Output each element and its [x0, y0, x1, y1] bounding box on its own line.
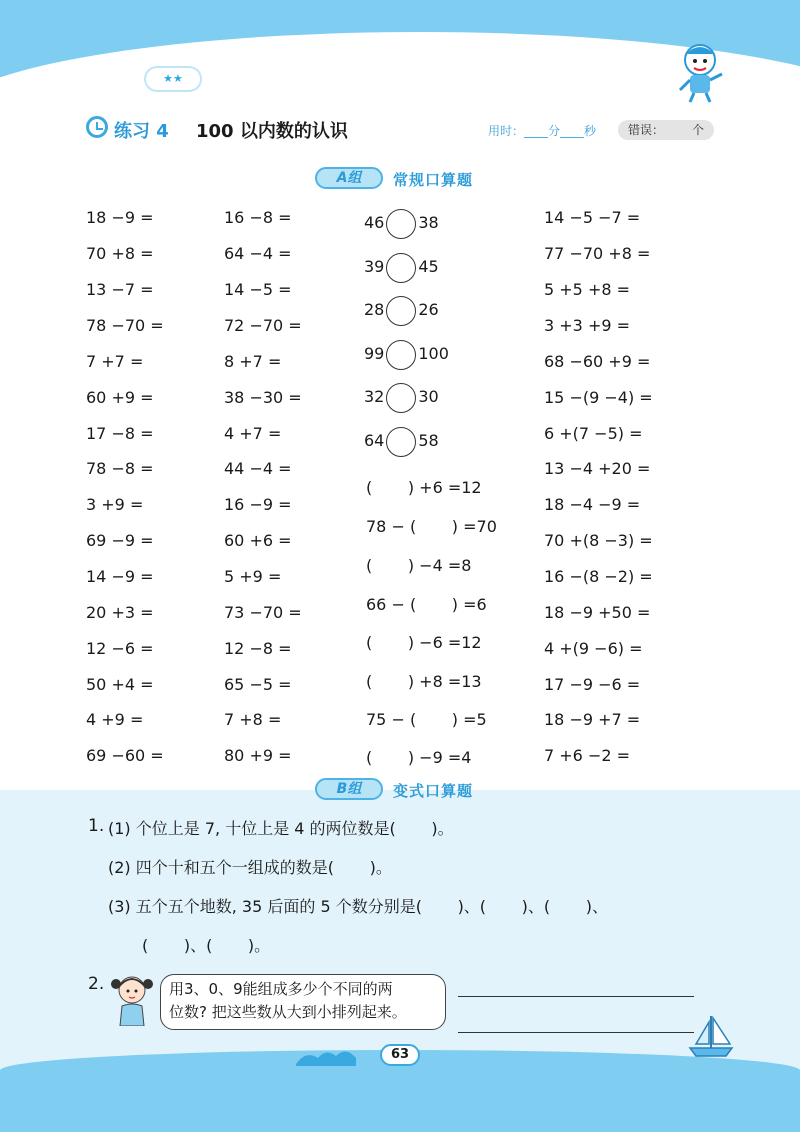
fill-problem[interactable]: ( ) −9 =4 — [366, 748, 472, 767]
problem: 77 −70 +8 = — [544, 244, 651, 263]
problem: 17 −9 −6 = — [544, 675, 641, 694]
problem: 70 +(8 −3) = — [544, 531, 653, 550]
problem: 7 +6 −2 = — [544, 746, 631, 765]
fill-problem[interactable]: 78 − ( ) =70 — [366, 517, 497, 536]
problem: 5 +5 +8 = — [544, 280, 631, 299]
problem: 8 +7 = — [224, 352, 282, 371]
problem: 13 −7 = — [86, 280, 154, 299]
compare-row — [364, 426, 439, 457]
compare-left: 32 — [364, 387, 385, 406]
problem: 3 +3 +9 = — [544, 316, 631, 335]
problem: 72 −70 = — [224, 316, 302, 335]
question-1-part-1[interactable]: (1) 个位上是 7, 十位上是 4 的两位数是( )。 — [108, 819, 454, 838]
problem: 50 +4 = — [86, 675, 154, 694]
problem: 69 −9 = — [86, 531, 154, 550]
problem: 78 −70 = — [86, 316, 164, 335]
compare-left: 28 — [364, 300, 385, 319]
problem: 20 +3 = — [86, 603, 154, 622]
compare-row — [364, 339, 449, 370]
compare-row — [364, 208, 439, 239]
problem: 13 −4 +20 = — [544, 459, 651, 478]
problem: 7 +8 = — [224, 710, 282, 729]
problem: 4 +7 = — [224, 424, 282, 443]
page-number: 63 — [380, 1044, 420, 1066]
problem: 60 +9 = — [86, 388, 154, 407]
practice-number: 练习 4 — [114, 121, 169, 142]
difficulty-stars: ★★ — [146, 68, 200, 90]
question-1-part-2[interactable]: (2) 四个十和五个一组成的数是( )。 — [108, 858, 392, 877]
fill-problem[interactable]: 66 − ( ) =6 — [366, 595, 487, 614]
clock-icon — [86, 116, 108, 138]
problem: 3 +9 = — [86, 495, 144, 514]
problem: 70 +8 = — [86, 244, 154, 263]
compare-row — [364, 295, 439, 326]
fill-problem[interactable]: ( ) +8 =13 — [366, 672, 482, 691]
wave-icon — [296, 1046, 356, 1066]
question-2-line-1: 用3、0、9能组成多少个不同的两 — [169, 980, 393, 998]
section-b-badge: B组 — [315, 778, 383, 800]
difficulty-label: 难易等级： — [80, 78, 141, 92]
problem: 64 −4 = — [224, 244, 292, 263]
compare-right: 100 — [418, 344, 449, 363]
problem: 65 −5 = — [224, 675, 292, 694]
problem: 14 −5 = — [224, 280, 292, 299]
problem: 69 −60 = — [86, 746, 164, 765]
problem: 7 +7 = — [86, 352, 144, 371]
problem: 5 +9 = — [224, 567, 282, 586]
problem: 14 −9 = — [86, 567, 154, 586]
mascot-icon — [672, 40, 732, 104]
problem: 18 −4 −9 = — [544, 495, 641, 514]
answer-line[interactable] — [458, 996, 694, 997]
compare-right: 58 — [418, 431, 439, 450]
problem: 15 −(9 −4) = — [544, 388, 653, 407]
sailboat-icon — [684, 1012, 738, 1060]
fill-problem[interactable]: ( ) −4 =8 — [366, 556, 472, 575]
problem: 12 −8 = — [224, 639, 292, 658]
error-unit: 个 — [692, 123, 705, 137]
problem: 44 −4 = — [224, 459, 292, 478]
problem: 17 −8 = — [86, 424, 154, 443]
compare-circle[interactable] — [386, 253, 416, 283]
compare-circle[interactable] — [386, 340, 416, 370]
problem: 78 −8 = — [86, 459, 154, 478]
problem: 16 −8 = — [224, 208, 292, 227]
problem: 18 −9 +7 = — [544, 710, 641, 729]
compare-circle[interactable] — [386, 296, 416, 326]
compare-right: 38 — [418, 213, 439, 232]
problem: 80 +9 = — [224, 746, 292, 765]
problem: 12 −6 = — [86, 639, 154, 658]
question-2-line-2: 位数? 把这些数从大到小排列起来。 — [169, 1003, 407, 1021]
problem: 73 −70 = — [224, 603, 302, 622]
compare-circle[interactable] — [386, 209, 416, 239]
page-title: 100 以内数的认识 — [196, 121, 348, 142]
error-box — [618, 120, 714, 140]
problem: 60 +6 = — [224, 531, 292, 550]
compare-row — [364, 382, 439, 413]
problem: 14 −5 −7 = — [544, 208, 641, 227]
compare-left: 46 — [364, 213, 385, 232]
problem: 38 −30 = — [224, 388, 302, 407]
question-1-part-3[interactable]: (3) 五个五个地数, 35 后面的 5 个数分别是( )、( )、( )、 — [108, 897, 608, 916]
section-a-badge: A组 — [315, 167, 383, 189]
answer-line[interactable] — [458, 1032, 694, 1033]
problem: 18 −9 +50 = — [544, 603, 651, 622]
girl-icon — [108, 970, 156, 1026]
problem: 6 +(7 −5) = — [544, 424, 643, 443]
problem: 4 +(9 −6) = — [544, 639, 643, 658]
question-2-bubble — [160, 974, 446, 1030]
compare-circle[interactable] — [386, 427, 416, 457]
question-1-number: 1. — [88, 816, 105, 836]
compare-left: 39 — [364, 257, 385, 276]
compare-right: 30 — [418, 387, 439, 406]
problem: 16 −(8 −2) = — [544, 567, 653, 586]
problem: 18 −9 = — [86, 208, 154, 227]
compare-left: 99 — [364, 344, 385, 363]
fill-problem[interactable]: ( ) +6 =12 — [366, 478, 482, 497]
compare-row — [364, 252, 439, 283]
question-2-number: 2. — [88, 974, 105, 994]
problem: 68 −60 +9 = — [544, 352, 651, 371]
section-b-title: 变式口算题 — [393, 782, 474, 800]
fill-problem[interactable]: 75 − ( ) =5 — [366, 710, 487, 729]
compare-left: 64 — [364, 431, 385, 450]
fill-problem[interactable]: ( ) −6 =12 — [366, 633, 482, 652]
error-label: 错误： — [628, 123, 665, 137]
time-field: 用时：____分____秒 — [488, 124, 597, 138]
compare-right: 45 — [418, 257, 439, 276]
problem: 16 −9 = — [224, 495, 292, 514]
section-a-title: 常规口算题 — [393, 171, 474, 189]
unit-label: 第8单元 总复习 — [552, 76, 652, 91]
compare-circle[interactable] — [386, 383, 416, 413]
question-1-part-3-cont[interactable]: ( )、( )。 — [142, 936, 271, 955]
problem: 4 +9 = — [86, 710, 144, 729]
compare-right: 26 — [418, 300, 439, 319]
